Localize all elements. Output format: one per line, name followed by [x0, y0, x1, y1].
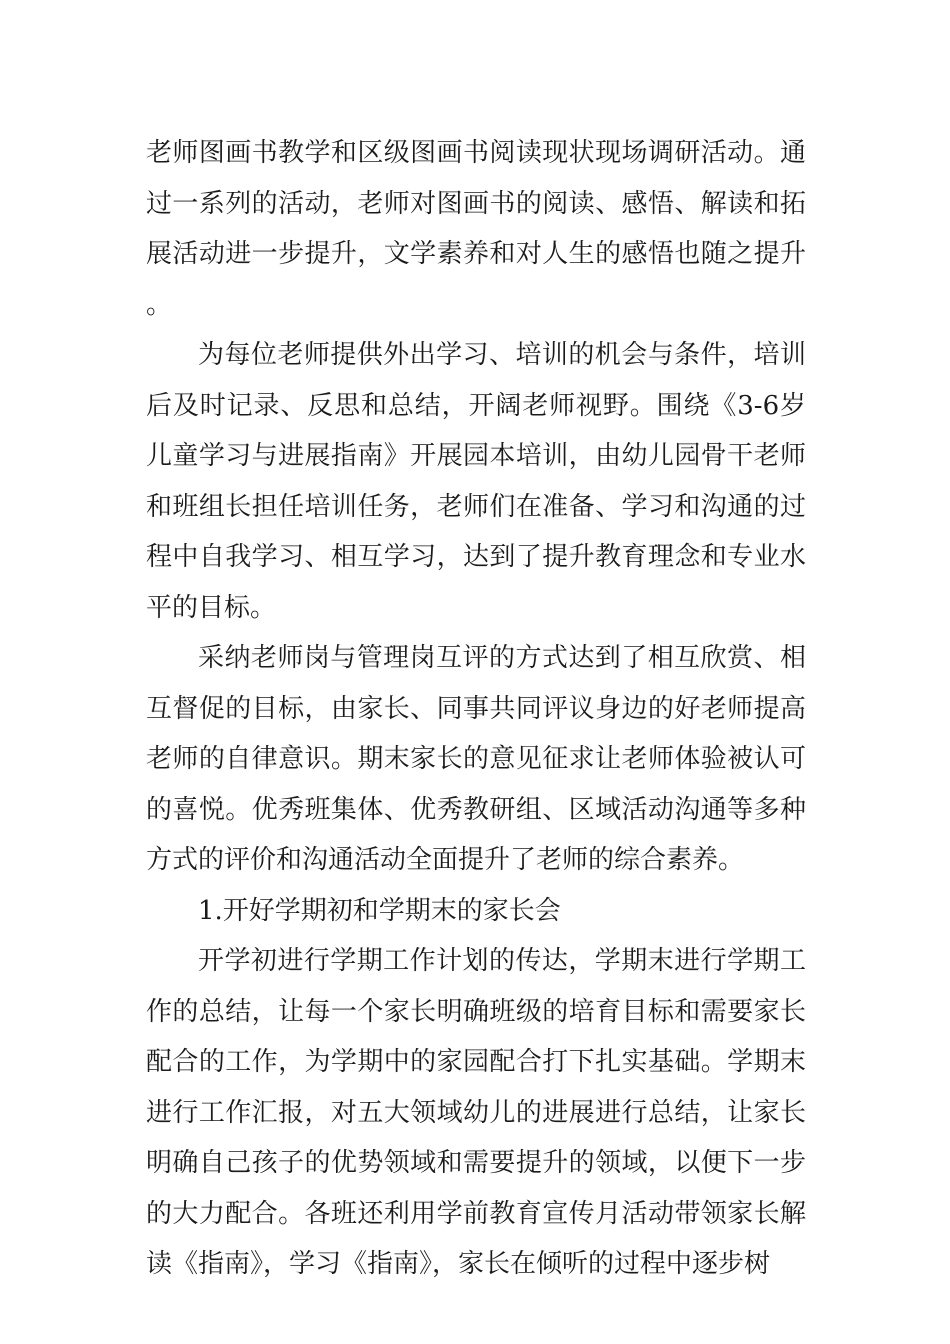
document-body [146, 128, 806, 1290]
paragraph-3: 采纳老师岗与管理岗互评的方式达到了相互欣赏、相互督促的目标，由家长、同事共同评议身边的好老师提高老师的自律意识。期末家长的意见征求让老师体验被认可的喜悦。优秀班集体、优秀教研组、区域活动沟通等多种方式的评价和沟通活动全面提升了老师的综合素养。 [146, 643, 806, 875]
paragraph-1: 老师图画书教学和区级图画书阅读现状现场调研活动。通过一系列的活动，老师对图画书的阅读、感悟、解读和拓展活动进一步提升，文学素养和对人生的感悟也随之提升。 [146, 138, 806, 320]
section-heading: 1.开好学期初和学期末的家长会 [198, 895, 561, 926]
paragraph-4: 开学初进行学期工作计划的传达，学期末进行学期工作的总结，让每一个家长明确班级的培育目标和需要家长配合的工作，为学期中的家园配合打下扎实基础。学期末进行工作汇报，对五大领域幼儿的进展进行总结，让家长明确自己孩子的优势领域和需要提升的领域，以便下一步的大力配合。各班还利用学前教育宣传月活动带领家长解读《指南》，学习《指南》，家长在倾听的过程中逐步树 [146, 946, 806, 1279]
paragraph-2: 为每位老师提供外出学习、培训的机会与条件，培训后及时记录、反思和总结，开阔老师视野。围绕《3-6岁儿童学习与进展指南》开展园本培训，由幼儿园骨干老师和班组长担任培训任务，老师们在准备、学习和沟通的过程中自我学习、相互学习，达到了提升教育理念和专业水平的目标。 [146, 340, 806, 623]
